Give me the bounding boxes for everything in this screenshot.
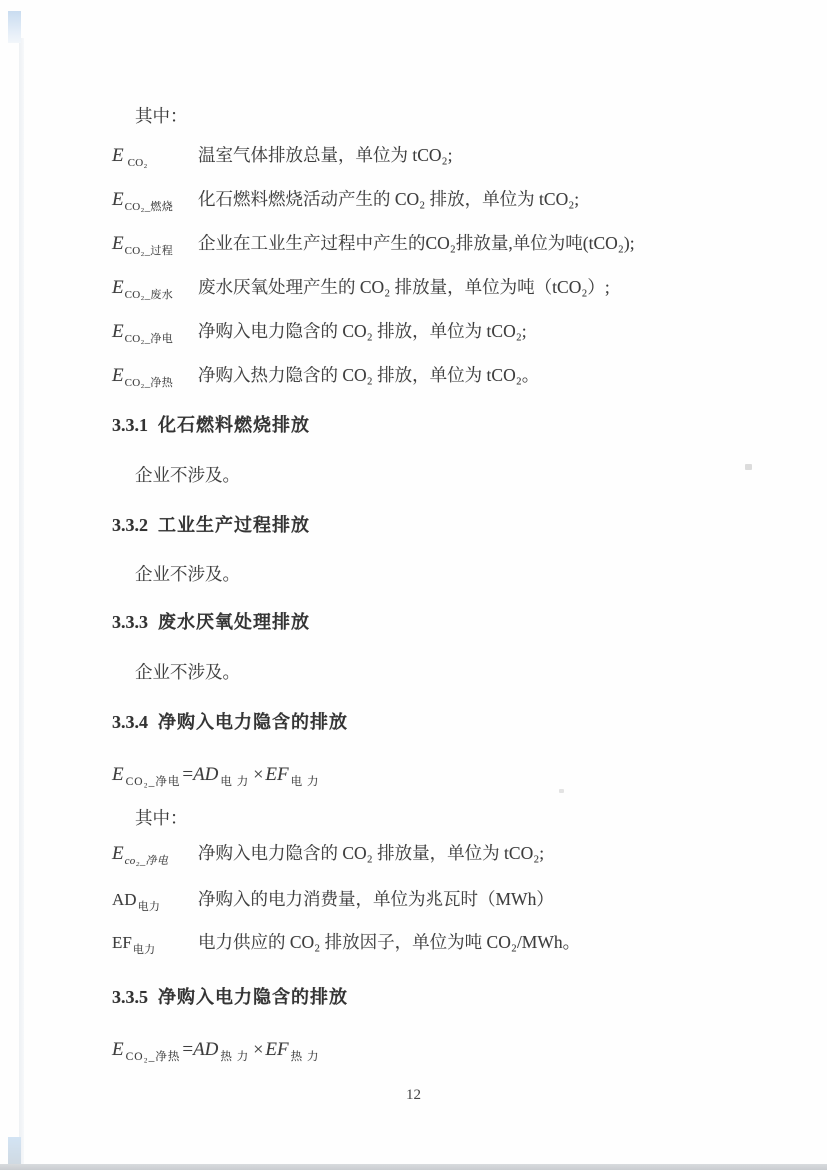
scan-speck [745, 464, 752, 470]
section-heading-331 [112, 413, 310, 437]
symbol-subscript: CO₂_净热 [124, 377, 174, 389]
symbol-e-co2-electricity [112, 321, 198, 346]
symbol-description: 净购入电力隐含的 CO₂ 排放，单位为 tCO₂; [198, 321, 527, 341]
section-title: 净购入电力隐含的排放 [158, 987, 348, 1007]
symbol-base: E [112, 365, 124, 386]
formula-sub-e: CO₂_净热 [125, 1051, 181, 1063]
symbol-subscript: 电力 [132, 944, 156, 956]
symbols-intro-label: 其中： [135, 808, 188, 828]
symbol-description: 电力供应的 CO₂ 排放因子，单位为吨 CO₂/MWh。 [198, 932, 581, 952]
symbols-intro-label: 其中： [135, 106, 188, 126]
formula-heat [112, 1037, 322, 1069]
page-number: 12 [406, 1087, 421, 1103]
scan-speck [559, 789, 564, 793]
section-number: 3.3.4 [112, 712, 148, 732]
section-heading-335 [112, 985, 348, 1009]
section-heading-332 [112, 513, 310, 537]
symbol-subscript: CO₂_净电 [124, 333, 174, 345]
section-heading-333 [112, 610, 310, 634]
definition-row [112, 318, 527, 346]
formula-sub-ad: 电 力 [220, 776, 250, 788]
section-body-331: 企业不涉及。 [135, 465, 240, 485]
formula-electricity [112, 762, 322, 794]
symbol-subscript: CO₂_废水 [124, 289, 174, 301]
symbol-subscript: CO₂_过程 [124, 245, 174, 257]
symbol-description: 化石燃料燃烧活动产生的 CO₂ 排放，单位为 tCO₂; [198, 189, 580, 209]
symbol-base: E [112, 189, 124, 210]
section-title: 净购入电力隐含的排放 [158, 712, 348, 732]
symbol-base: AD [112, 890, 137, 909]
section-body-333: 企业不涉及。 [135, 662, 240, 682]
symbol-base: E [112, 145, 124, 166]
definition-row [112, 274, 610, 302]
formula-sub-ef: 热 力 [290, 1051, 320, 1063]
section-title: 废水厌氧处理排放 [158, 612, 310, 632]
scan-mark-bottom-left [8, 1137, 21, 1164]
formula-var-ef: EF [265, 764, 289, 785]
formula-sub-ef: 电 力 [290, 776, 320, 788]
formula-var-ef: EF [265, 1039, 289, 1060]
scan-edge-bottom [0, 1164, 827, 1170]
definition-row [112, 186, 579, 214]
symbol-subscript: 电力 [137, 901, 161, 913]
symbol-base: E [112, 233, 124, 254]
definition-row [112, 929, 580, 957]
multiply-sign: × [253, 1039, 264, 1059]
equals-sign: = [182, 764, 194, 785]
symbol-description: 净购入热力隐含的 CO₂ 排放，单位为 tCO₂。 [198, 365, 540, 385]
section-number: 3.3.3 [112, 612, 148, 632]
symbol-base: EF [112, 933, 132, 952]
symbol-ef-electricity [112, 932, 198, 957]
definition-row [112, 886, 554, 914]
definition-row [112, 230, 635, 258]
symbol-subscript: CO₂_燃烧 [124, 201, 174, 213]
symbol-description: 温室气体排放总量，单位为 tCO₂; [198, 145, 453, 165]
formula-var-ad: AD [193, 764, 219, 785]
section-title: 工业生产过程排放 [158, 515, 310, 535]
symbol-description: 废水厌氧处理产生的 CO₂ 排放量，单位为吨（tCO₂）; [198, 277, 610, 297]
symbol-e-co2-heat [112, 365, 198, 390]
multiply-sign: × [253, 764, 264, 784]
symbol-base: E [112, 277, 124, 298]
formula-var-e: E [112, 1039, 124, 1060]
symbol-description: 净购入电力隐含的 CO₂ 排放量，单位为 tCO₂; [198, 843, 545, 863]
symbol-e-co2-electricity [112, 843, 198, 868]
definition-row [112, 142, 453, 169]
symbol-base: E [112, 321, 124, 342]
section-number: 3.3.5 [112, 987, 148, 1007]
symbol-e-co2 [112, 145, 198, 169]
symbol-ad-electricity [112, 889, 198, 914]
symbol-description: 净购入的电力消费量，单位为兆瓦时（MWh） [198, 889, 554, 909]
scan-mark-top-left [8, 11, 21, 43]
symbol-base: E [112, 843, 124, 864]
formula-var-ad: AD [193, 1039, 219, 1060]
formula-sub-ad: 热 力 [220, 1051, 250, 1063]
scan-edge-strip [19, 38, 24, 1170]
definition-row [112, 840, 544, 868]
symbol-e-co2-wastewater [112, 277, 198, 302]
formula-sub-e: CO₂_净电 [125, 776, 181, 788]
symbol-e-co2-process [112, 233, 198, 258]
symbol-subscript: CO₂ [127, 157, 148, 169]
symbol-subscript: co₂_净电 [124, 855, 169, 867]
symbol-description: 企业在工业生产过程中产生的CO₂排放量,单位为吨(tCO₂); [198, 233, 635, 253]
section-heading-334 [112, 710, 348, 734]
symbol-e-co2-fuel [112, 189, 198, 214]
equals-sign: = [182, 1039, 194, 1060]
section-title: 化石燃料燃烧排放 [158, 415, 310, 435]
section-number: 3.3.1 [112, 415, 148, 435]
section-number: 3.3.2 [112, 515, 148, 535]
formula-var-e: E [112, 764, 124, 785]
section-body-332: 企业不涉及。 [135, 564, 240, 584]
definition-row [112, 362, 539, 390]
